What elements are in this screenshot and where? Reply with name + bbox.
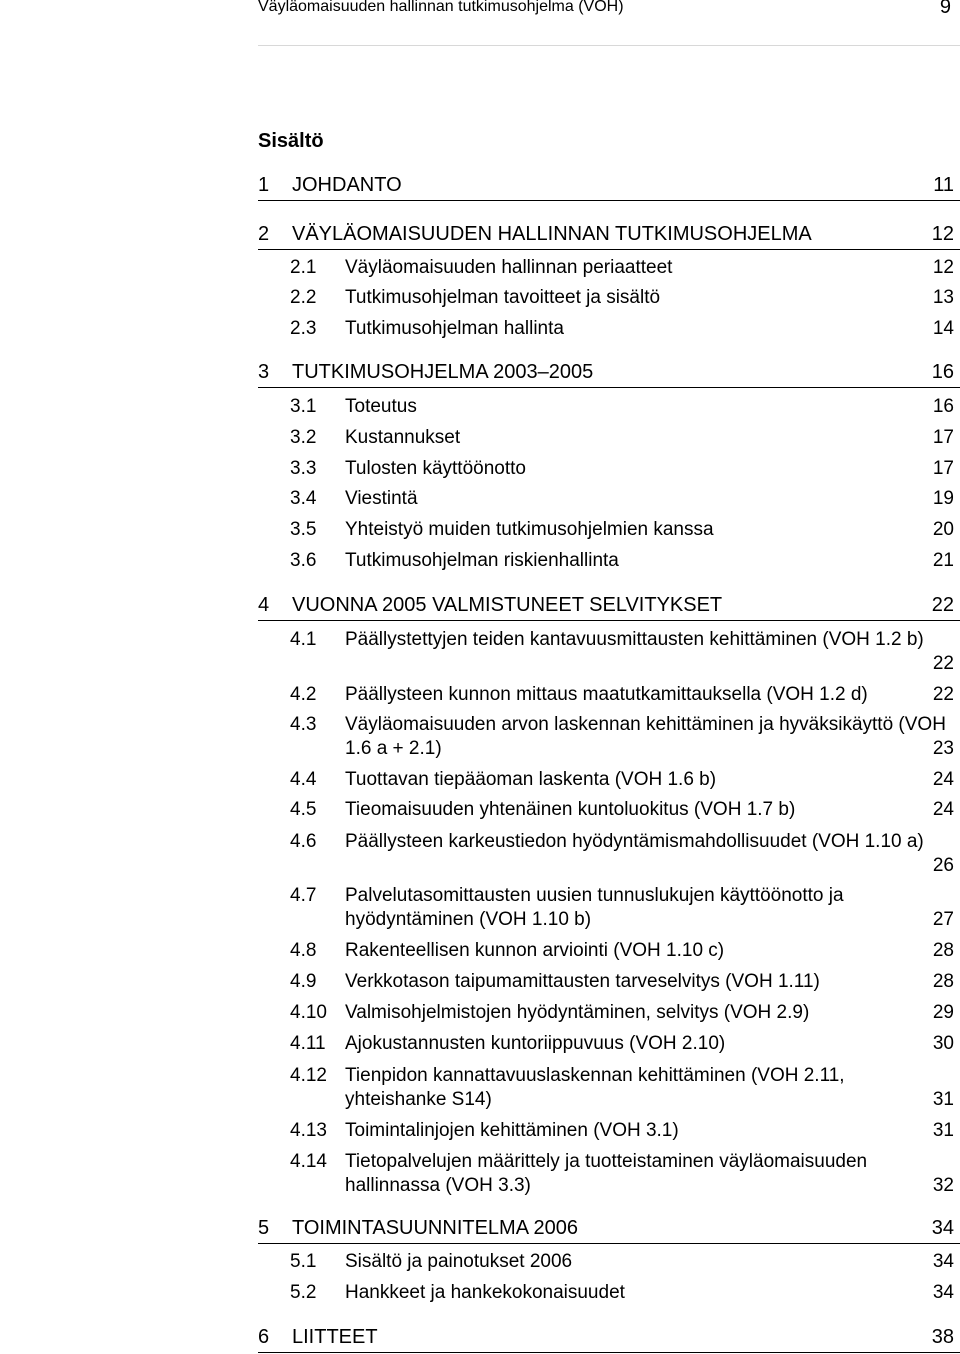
toc-entry-page: 19 [932,488,954,509]
toc-section-entry [290,798,954,822]
toc-entry-title: LIITTEET [292,1326,378,1348]
toc-section-entry [290,457,954,481]
toc-entry-title: JOHDANTO [292,174,402,196]
toc-entry-number: 2.1 [290,257,317,278]
toc-entry-title: Viestintä [345,488,418,509]
toc-entry-number: 4.13 [290,1120,327,1141]
toc-entry-number: 4.4 [290,769,317,790]
toc-entry-title: Tietopalvelujen määrittely ja tuotteistaminen väyläomaisuuden hallinnassa (VOH 3.3) [345,1151,868,1196]
toc-entry-page: 31 [932,1120,954,1141]
toc-chapter-entry [258,222,954,246]
toc-entry-page: 32 [932,1175,954,1196]
toc-entry-page: 20 [932,519,954,540]
toc-section-entry [290,549,954,573]
toc-entry-number: 3.3 [290,458,317,479]
toc-entry-page: 30 [932,1033,954,1054]
toc-entry-page: 17 [932,458,954,479]
toc-section-entry [290,395,954,419]
toc-entry-title: Päällysteen kunnon mittaus maatutkamittauksella (VOH 1.2 d) [345,684,868,705]
toc-entry-title: Väyläomaisuuden arvon laskennan kehittäminen ja hyväksikäyttö (VOH 1.6 a + 2.1) [345,714,946,759]
toc-entry-page: 31 [932,1089,954,1110]
toc-section-entry [290,713,954,761]
toc-entry-title: Päällystettyjen teiden kantavuusmittausten kehittäminen (VOH 1.2 b) [345,629,924,650]
toc-entry-page: 34 [932,1282,954,1303]
toc-section-entry [290,884,954,932]
toc-entry-page: 24 [932,799,954,820]
header-rule [258,45,960,46]
toc-entry-page: 29 [932,1002,954,1023]
toc-entry-number: 4.3 [290,714,317,735]
toc-entry-page: 16 [931,361,954,383]
toc-section-entry [290,518,954,542]
toc-entry-page: 27 [932,909,954,930]
toc-entry-number: 4 [258,594,270,616]
toc-entry-title: Hankkeet ja hankekokonaisuudet [345,1282,625,1303]
toc-entry-page: 13 [932,287,954,308]
toc-entry-number: 5.1 [290,1251,317,1272]
toc-entry-title: Valmisohjelmistojen hyödyntäminen, selvitys (VOH 2.9) [345,1002,810,1023]
chapter-rule [258,1243,960,1244]
toc-entry-number: 3.6 [290,550,317,571]
toc-entry-title: VÄYLÄOMAISUUDEN HALLINNAN TUTKIMUSOHJELMA [292,223,812,245]
toc-entry-page: 12 [932,257,954,278]
toc-section-entry [290,830,954,878]
toc-entry-title: TUTKIMUSOHJELMA 2003–2005 [292,361,594,383]
toc-entry-page: 34 [931,1217,954,1239]
toc-entry-page: 11 [933,174,954,196]
toc-section-entry [290,970,954,994]
toc-entry-title: Tuottavan tiepääoman laskenta (VOH 1.6 b) [345,769,717,790]
toc-entry-number: 6 [258,1326,270,1348]
toc-section-entry [290,1064,954,1112]
toc-entry-number: 5.2 [290,1282,317,1303]
toc-entry-title: Rakenteellisen kunnon arviointi (VOH 1.10 c) [345,940,725,961]
toc-entry-title: Verkkotason taipumamittausten tarveselvitys (VOH 1.11) [345,971,820,992]
toc-entry-page: 22 [932,653,954,674]
toc-heading: Sisältö [258,130,324,152]
toc-entry-page: 22 [931,594,954,616]
toc-entry-page: 17 [932,427,954,448]
toc-section-entry [290,683,954,707]
toc-entry-title: Toteutus [345,396,417,417]
running-header-title: Väyläomaisuuden hallinnan tutkimusohjelma (VOH) [258,0,624,15]
toc-section-entry [290,317,954,341]
toc-entry-title: TOIMINTASUUNNITELMA 2006 [292,1217,578,1239]
toc-entry-page: 26 [932,855,954,876]
toc-entry-title: Toimintalinjojen kehittäminen (VOH 3.1) [345,1120,679,1141]
toc-entry-number: 3 [258,361,270,383]
toc-section-entry [290,487,954,511]
toc-section-entry [290,628,954,676]
toc-section-entry [290,1119,954,1143]
toc-entry-number: 4.10 [290,1002,327,1023]
toc-entry-number: 3.2 [290,427,317,448]
toc-section-entry [290,256,954,280]
toc-entry-page: 24 [932,769,954,790]
toc-chapter-entry [258,360,954,384]
toc-entry-number: 5 [258,1217,270,1239]
toc-entry-page: 22 [932,684,954,705]
toc-entry-number: 4.7 [290,885,317,906]
toc-section-entry [290,1150,954,1198]
toc-entry-title: Sisältö ja painotukset 2006 [345,1251,573,1272]
toc-entry-page: 38 [931,1326,954,1348]
toc-entry-title: VUONNA 2005 VALMISTUNEET SELVITYKSET [292,594,723,616]
toc-entry-title: Väyläomaisuuden hallinnan periaatteet [345,257,673,278]
toc-entry-number: 2.3 [290,318,317,339]
toc-section-entry [290,1250,954,1274]
toc-entry-title: Tutkimusohjelman riskienhallinta [345,550,619,571]
toc-entry-title: Palvelutasomittausten uusien tunnuslukujen käyttöönotto ja hyödyntäminen (VOH 1.10 b) [345,885,844,930]
toc-entry-number: 3.1 [290,396,317,417]
toc-entry-page: 34 [932,1251,954,1272]
toc-section-entry [290,939,954,963]
toc-chapter-entry [258,1216,954,1240]
toc-entry-title: Yhteistyö muiden tutkimusohjelmien kanssa [345,519,714,540]
toc-entry-title: Tulosten käyttöönotto [345,458,526,479]
chapter-rule [258,249,960,250]
toc-section-entry [290,426,954,450]
toc-entry-page: 28 [932,971,954,992]
toc-entry-page: 14 [932,318,954,339]
toc-entry-title: Päällysteen karkeustiedon hyödyntämismahdollisuudet (VOH 1.10 a) [345,831,924,852]
toc-entry-number: 4.5 [290,799,317,820]
toc-section-entry [290,1281,954,1305]
toc-entry-page: 16 [932,396,954,417]
toc-entry-number: 4.1 [290,629,317,650]
toc-entry-title: Kustannukset [345,427,461,448]
toc-entry-number: 4.2 [290,684,317,705]
toc-chapter-entry [258,1325,954,1349]
toc-entry-number: 4.6 [290,831,317,852]
chapter-rule [258,1352,960,1353]
toc-entry-page: 28 [932,940,954,961]
toc-entry-number: 2.2 [290,287,317,308]
toc-entry-number: 4.9 [290,971,317,992]
chapter-rule [258,387,960,388]
toc-entry-title: Tieomaisuuden yhtenäinen kuntoluokitus (VOH 1.7 b) [345,799,796,820]
toc-entry-number: 4.8 [290,940,317,961]
toc-entry-number: 2 [258,223,270,245]
toc-entry-number: 4.12 [290,1065,327,1086]
chapter-rule [258,200,960,201]
toc-entry-page: 23 [932,738,954,759]
toc-entry-title: Tutkimusohjelman tavoitteet ja sisältö [345,287,661,308]
toc-entry-number: 1 [258,174,270,196]
toc-section-entry [290,768,954,792]
toc-entry-title: Tutkimusohjelman hallinta [345,318,564,339]
toc-entry-number: 3.4 [290,488,317,509]
toc-section-entry [290,286,954,310]
toc-section-entry [290,1001,954,1025]
toc-entry-page: 12 [931,223,954,245]
toc-chapter-entry [258,173,954,197]
toc-entry-title: Tienpidon kannattavuuslaskennan kehittäminen (VOH 2.11, yhteishanke S14) [345,1065,845,1110]
toc-entry-title: Ajokustannusten kuntoriippuvuus (VOH 2.10) [345,1033,726,1054]
toc-entry-number: 4.11 [290,1033,326,1054]
toc-section-entry [290,1032,954,1056]
toc-entry-page: 21 [932,550,954,571]
toc-entry-number: 4.14 [290,1151,327,1172]
page-number: 9 [939,0,951,18]
toc-entry-number: 3.5 [290,519,317,540]
chapter-rule [258,620,960,621]
toc-chapter-entry [258,593,954,617]
